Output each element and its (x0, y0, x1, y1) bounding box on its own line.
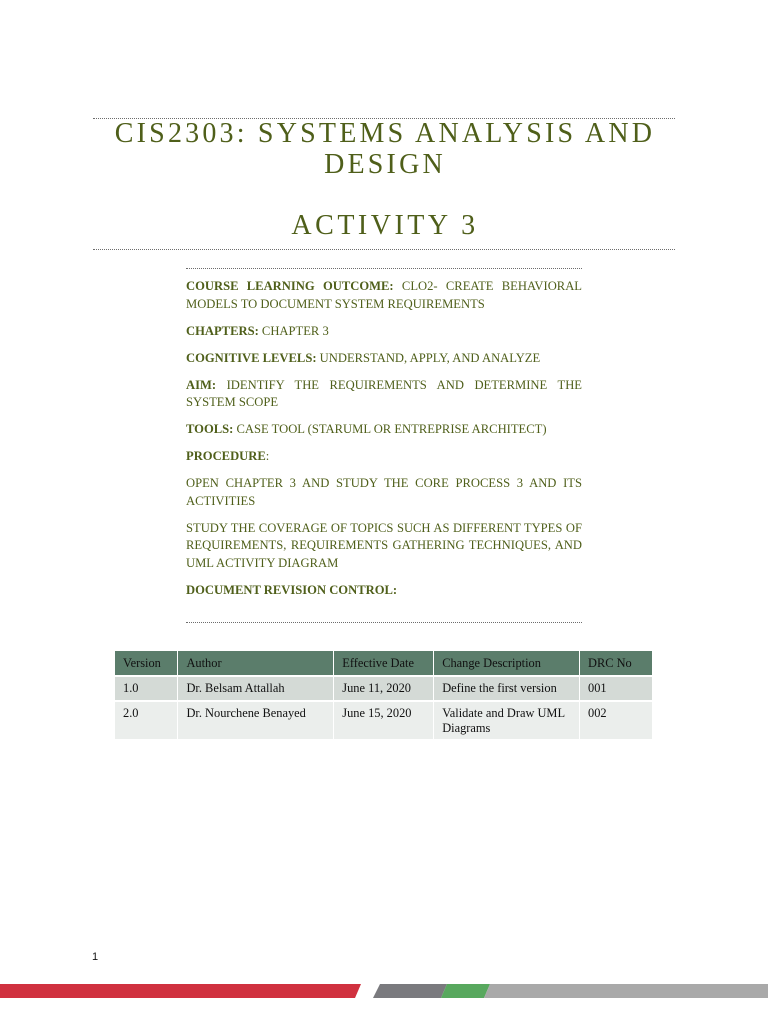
footer-gray-stripe (373, 984, 447, 998)
cell-version: 2.0 (115, 701, 178, 740)
table-row (115, 701, 653, 740)
footer-red-stripe (0, 984, 361, 998)
activity-info (186, 278, 582, 609)
procedure-colon: : (265, 449, 270, 463)
header-author: Author (178, 651, 334, 676)
header-drc-no: DRC No (580, 651, 653, 676)
activity-title: ACTIVITY 3 (291, 210, 479, 241)
procedure-step-2: STUDY THE COVERAGE OF TOPICS SUCH AS DIFFERENT TYPES OF REQUIREMENTS, REQUIREMENTS GATHERING TECHNIQUES, AND UML ACTIVITY DIAGRAM (186, 520, 582, 570)
cell-change-description: Validate and Draw UML Diagrams (434, 701, 580, 740)
tools-value: CASE TOOL (STARUML OR ENTREPRISE ARCHITECT) (233, 422, 547, 436)
chapters-value: CHAPTER 3 (258, 323, 329, 338)
cognitive-paragraph (186, 350, 582, 368)
tools-paragraph (186, 421, 582, 439)
page-number: 1 (92, 951, 99, 963)
cognitive-label: COGNITIVE LEVELS: (186, 350, 317, 365)
header-version: Version (115, 651, 178, 676)
tools-label: TOOLS: (186, 422, 234, 436)
footer-green-stripe (441, 984, 490, 998)
cell-author: Dr. Belsam Attallah (178, 676, 334, 701)
revision-paragraph (186, 582, 582, 600)
table-row (115, 676, 653, 701)
aim-paragraph (186, 377, 582, 412)
clo-label: COURSE LEARNING OUTCOME: (186, 279, 394, 293)
footer-light-gray-stripe (484, 984, 768, 998)
cell-drc-no: 002 (580, 701, 653, 740)
aim-label: AIM: (186, 377, 217, 392)
cell-drc-no: 001 (580, 676, 653, 701)
cell-version: 1.0 (115, 676, 178, 701)
info-bottom-rule (186, 622, 582, 623)
title-bottom-rule (93, 249, 675, 250)
revision-table (115, 651, 653, 741)
chapters-label: CHAPTERS: (186, 323, 259, 338)
cell-effective-date: June 11, 2020 (334, 676, 434, 701)
revision-table-header (115, 651, 653, 676)
cell-change-description: Define the first version (434, 676, 580, 701)
header-effective-date: Effective Date (334, 651, 434, 676)
procedure-label: PROCEDURE (186, 449, 266, 463)
chapters-paragraph (186, 323, 582, 341)
header-change-description: Change Description (434, 651, 580, 676)
cell-effective-date: June 15, 2020 (334, 701, 434, 740)
cognitive-value: UNDERSTAND, APPLY, AND ANALYZE (316, 350, 541, 365)
revision-label: DOCUMENT REVISION CONTROL: (186, 582, 398, 597)
clo-paragraph (186, 278, 582, 313)
title-line-1: CIS2303: SYSTEMS ANALYSIS AND (114, 118, 656, 149)
cell-author: Dr. Nourchene Benayed (178, 701, 334, 740)
title-line-2: DESIGN (324, 149, 446, 180)
footer-color-bar (0, 984, 768, 998)
document-title (96, 118, 674, 180)
procedure-step-1: OPEN CHAPTER 3 AND STUDY THE CORE PROCESS 3 AND ITS ACTIVITIES (186, 476, 582, 508)
info-top-rule (186, 268, 582, 269)
clo-value: CLO2- CREATE BEHAVIORAL MODELS TO DOCUMENT SYSTEM REQUIREMENTS (186, 279, 582, 311)
aim-value: IDENTIFY THE REQUIREMENTS AND DETERMINE THE SYSTEM SCOPE (186, 377, 582, 409)
procedure-paragraph (186, 448, 582, 466)
